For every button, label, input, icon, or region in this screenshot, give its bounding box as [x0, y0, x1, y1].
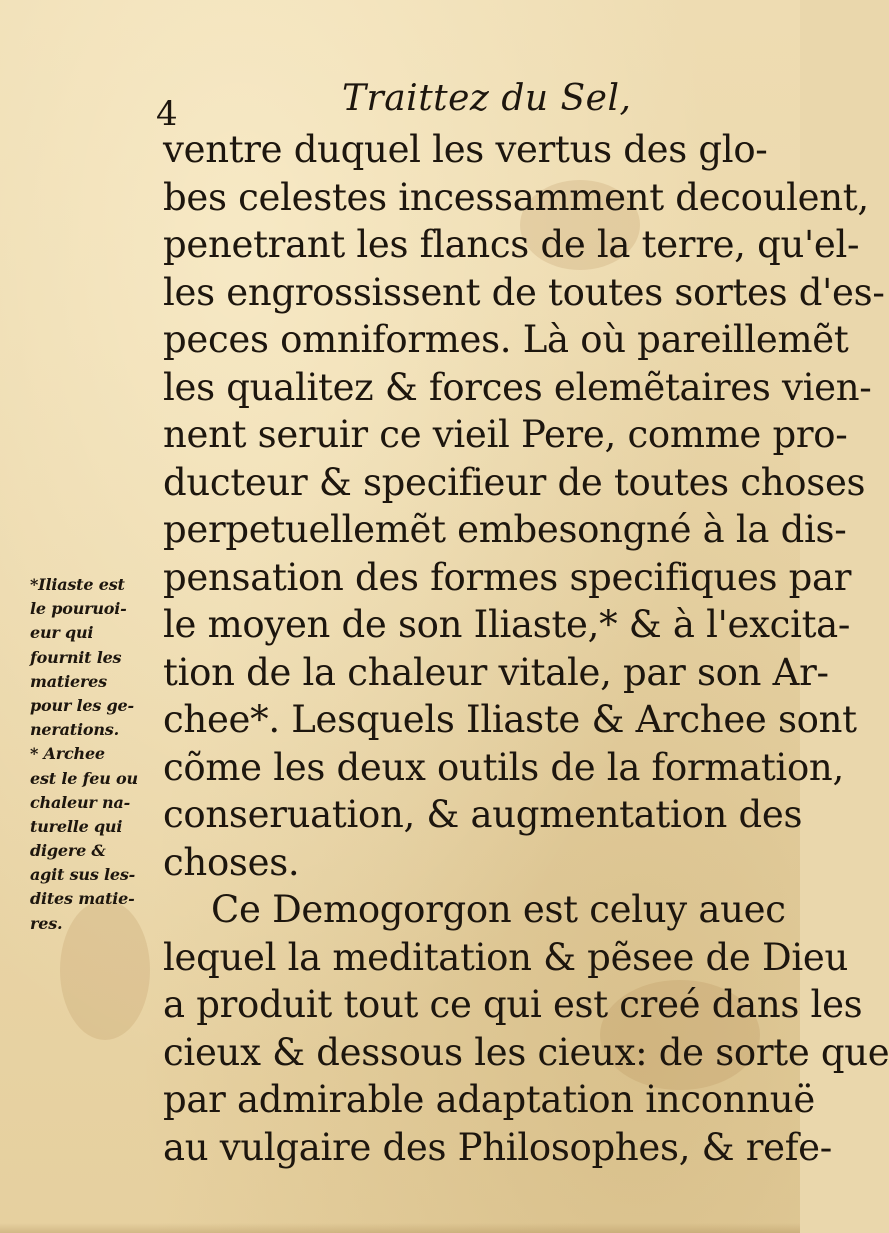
text-line: conseruation, & augmentation des: [163, 793, 803, 836]
text-line: penetrant les flancs de la terre, qu'el-: [163, 223, 860, 266]
body-text: [163, 126, 889, 1171]
text-line: ducteur & specifieur de toutes choses: [163, 460, 866, 504]
text-line: le moyen de son Iliaste,* & à l'excita-: [163, 603, 851, 646]
margin-note-line: le pouruoi-: [30, 599, 127, 619]
text-line: cõme les deux outils de la formation,: [163, 745, 844, 789]
text-line: peces omniformes. Là où pareillemẽt: [163, 318, 849, 361]
margin-note-line: digere &: [30, 841, 106, 861]
margin-note-line: agit sus les-: [30, 865, 136, 885]
margin-note-line: *Iliaste est: [30, 575, 125, 594]
text-line: chee*. Lesquels Iliaste & Archee sont: [163, 698, 857, 741]
margin-note-line: turelle qui: [30, 816, 123, 836]
text-line: au vulgaire des Philosophes, & refe-: [163, 1125, 832, 1169]
text-line: pensation des formes specifiques par: [163, 555, 852, 599]
margin-note-line: chaleur na-: [30, 792, 131, 812]
text-line: lequel la meditation & pẽsee de Dieu: [163, 935, 848, 979]
margin-note-line: res.: [30, 913, 63, 933]
running-title: Traittez du Sel,: [342, 78, 632, 119]
text-line: les engrossissent de toutes sortes d'es-: [163, 270, 885, 314]
text-line: ventre duquel les vertus des glo-: [163, 128, 768, 171]
text-line: les qualitez & forces elemẽtaires vien-: [163, 365, 872, 409]
text-line: a produit tout ce qui est creé dans les: [163, 983, 863, 1026]
margin-note-line: est le feu ou: [30, 768, 138, 788]
margin-note-line: dites matie-: [30, 889, 135, 909]
text-line: nent seruir ce vieil Pere, comme pro-: [163, 413, 848, 456]
text-line: perpetuellemẽt embesongné à la dis-: [163, 508, 847, 551]
margin-note-line: fournit les: [30, 647, 122, 667]
margin-note-line: nerations.: [30, 720, 119, 740]
margin-note-line: eur qui: [30, 623, 94, 643]
text-line: choses.: [163, 840, 300, 884]
paragraph-start-line: Ce Demogorgon est celuy auec: [211, 888, 786, 931]
text-line: tion de la chaleur vitale, par son Ar-: [163, 650, 829, 694]
text-line: cieux & dessous les cieux: de sorte que: [163, 1030, 889, 1074]
marginal-notes: [30, 573, 158, 936]
margin-note-line: * Archee: [30, 744, 105, 764]
margin-note-line: matieres: [30, 671, 107, 691]
margin-note-line: pour les ge-: [30, 695, 134, 715]
text-line: bes celestes incessamment decoulent,: [163, 175, 869, 219]
text-line: par admirable adaptation inconnuë: [163, 1078, 815, 1121]
page-header: [150, 72, 670, 134]
page-number: 4: [156, 94, 178, 134]
page-bottom-shadow: [0, 1223, 800, 1233]
